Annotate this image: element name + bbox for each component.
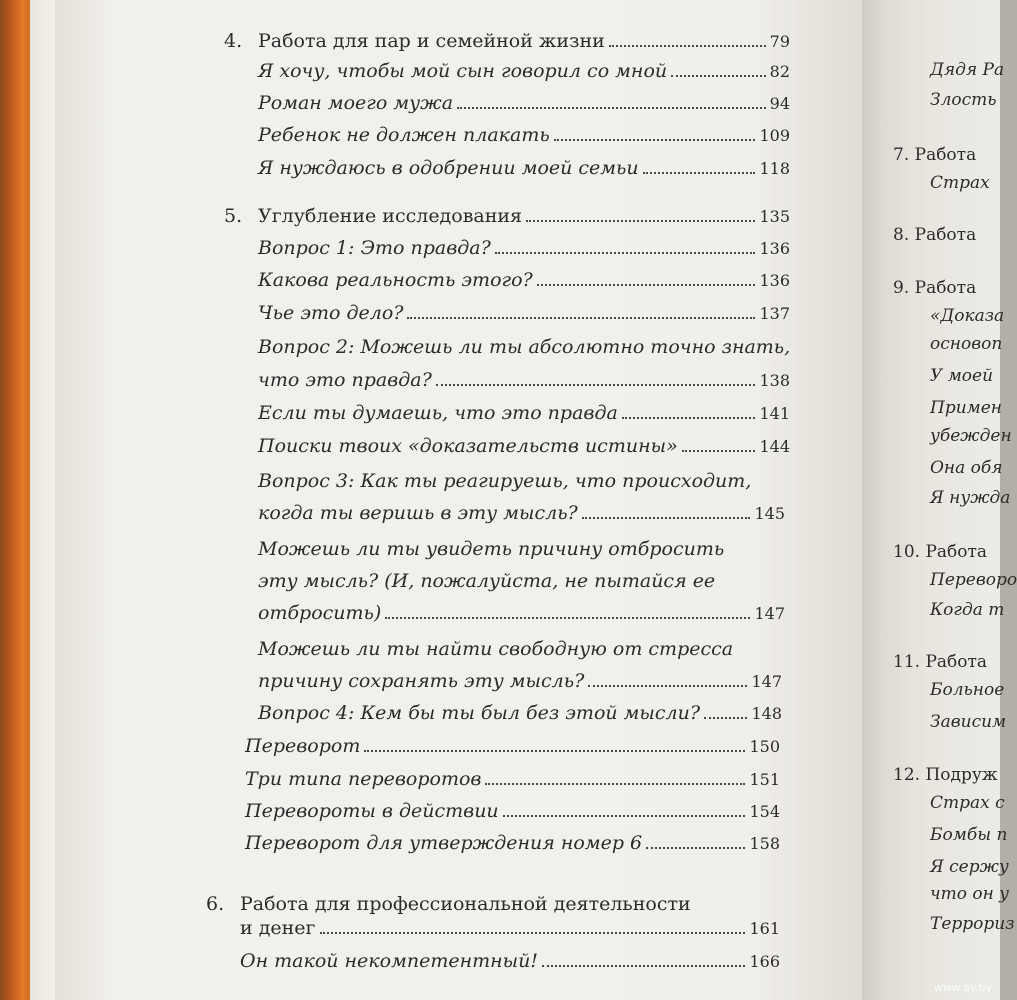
toc-entry-title: Вопрос 2: Можешь ли ты абсолютно точно знать,: [258, 336, 791, 358]
toc-entry-title: Больное: [930, 680, 1005, 700]
toc-entry-partial: [930, 90, 997, 110]
toc-entry-title: Страх: [930, 173, 990, 193]
toc-entry: [224, 205, 790, 229]
dot-leader: [320, 918, 746, 934]
toc-entry: [258, 670, 782, 694]
page-number: 141: [759, 404, 790, 423]
toc-entry: [240, 917, 780, 941]
toc-entry-partial: [930, 825, 1007, 845]
toc-entry-partial: [930, 793, 1005, 813]
toc-entry-title: Если ты думаешь, что это правда: [258, 402, 618, 424]
toc-entry-partial: [930, 488, 1010, 508]
dot-leader: [385, 603, 750, 619]
page-number: 135: [759, 207, 790, 226]
page-number: 151: [749, 770, 780, 789]
toc-entry-title: Переворот: [245, 735, 361, 757]
toc-entry-title: Я сержу: [930, 857, 1009, 877]
toc-entry-partial: [930, 600, 1004, 620]
toc-entry-title: Она обя: [930, 458, 1003, 478]
toc-entry-title: Чье это дело?: [258, 302, 404, 324]
dot-leader: [643, 158, 756, 174]
toc-entry-title: Работа: [914, 145, 977, 165]
dot-leader: [622, 403, 756, 419]
toc-entry-title: Подруж: [925, 765, 998, 785]
toc-entry-partial: [893, 542, 987, 562]
page-number: 136: [759, 271, 790, 290]
toc-entry-title: Углубление исследования: [258, 205, 523, 227]
page-number: 138: [759, 371, 790, 390]
page-number: 148: [751, 704, 782, 723]
toc-entry-title: убежден: [930, 426, 1012, 446]
toc-entry-title: Вопрос 1: Это правда?: [258, 237, 491, 259]
toc-entry-partial: [930, 334, 1002, 354]
toc-entry-partial: [893, 278, 976, 298]
toc-entry-title: Страх с: [930, 793, 1005, 813]
toc-entry: [258, 237, 790, 261]
chapter-number: 8.: [893, 225, 915, 245]
toc-entry: [258, 336, 790, 360]
chapter-number: 12.: [893, 765, 926, 785]
dot-leader: [495, 238, 756, 254]
toc-entry: [258, 369, 790, 393]
dot-leader: [588, 671, 747, 687]
dot-leader: [485, 769, 745, 785]
toc-entry: [258, 402, 790, 426]
page-number: 118: [759, 159, 790, 178]
toc-entry: [245, 768, 780, 792]
toc-entry-partial: [893, 145, 976, 165]
dot-leader: [609, 31, 766, 47]
page-number: 144: [759, 437, 790, 456]
toc-entry-title: Можешь ли ты найти свободную от стресса: [258, 638, 734, 660]
chapter-number: 7.: [893, 145, 915, 165]
dot-leader: [646, 833, 745, 849]
toc-entry-partial: [930, 458, 1003, 478]
page-number: 158: [749, 834, 780, 853]
toc-entry: [245, 735, 780, 759]
toc-entry-title: Вопрос 3: Как ты реагируешь, что происходит,: [258, 470, 752, 492]
toc-entry-title: Когда т: [930, 600, 1005, 620]
toc-entry-title: основоп: [930, 334, 1003, 354]
toc-entry: [258, 538, 785, 562]
page-number: 166: [749, 952, 780, 971]
toc-entry: [258, 92, 790, 116]
toc-entry: [224, 30, 790, 54]
toc-entry-partial: [930, 426, 1012, 446]
toc-entry-title: Ребенок не должен плакать: [258, 124, 550, 146]
toc-entry-title: Можешь ли ты увидеть причину отбросить: [258, 538, 725, 560]
dot-leader: [704, 703, 747, 719]
toc-entry-partial: [930, 914, 1015, 934]
toc-entry: [206, 893, 780, 917]
toc-entry: [258, 502, 785, 526]
toc-entry-title: Дядя Ра: [930, 60, 1005, 80]
watermark: www.ay.by: [933, 981, 992, 994]
chapter-number: 10.: [893, 542, 926, 562]
toc-entry-partial: [893, 765, 998, 785]
toc-entry-partial: [930, 306, 1004, 326]
dot-leader: [407, 303, 755, 319]
book-cover-edge: [0, 0, 32, 1000]
chapter-number: 4.: [224, 30, 243, 52]
toc-entry-title: Примен: [930, 398, 1003, 418]
dot-leader: [682, 436, 756, 452]
toc-entry-title: что это правда?: [258, 369, 432, 391]
page-number: 136: [759, 239, 790, 258]
toc-entry-title: Я нуждаюсь в одобрении моей семьи: [258, 157, 639, 179]
toc-entry-title: Зависим: [930, 712, 1007, 732]
dot-leader: [364, 736, 745, 752]
dot-leader: [671, 61, 766, 77]
toc-entry-title: Работа для пар и семейной жизни: [258, 30, 605, 52]
page-number: 150: [749, 737, 780, 756]
toc-entry-title: Работа для профессиональной деятельности: [240, 893, 691, 915]
page-number: 161: [749, 919, 780, 938]
toc-entry: [258, 470, 790, 494]
dot-leader: [537, 270, 756, 286]
toc-entry-title: Работа: [914, 278, 977, 298]
toc-entry-title: Вопрос 4: Кем бы ты был без этой мысли?: [258, 702, 701, 724]
toc-entry: [258, 302, 790, 326]
chapter-number: 9.: [893, 278, 915, 298]
toc-entry-partial: [893, 225, 976, 245]
toc-entry-partial: [930, 857, 1009, 877]
toc-entry: [258, 157, 790, 181]
toc-entry-title: Террориз: [930, 914, 1015, 934]
page-number: 154: [749, 802, 780, 821]
page-number: 82: [769, 62, 790, 81]
chapter-number: 11.: [893, 652, 926, 672]
page-number: 147: [754, 604, 785, 623]
dot-leader: [542, 951, 745, 967]
toc-entry: [258, 638, 782, 662]
dot-leader: [582, 503, 751, 519]
toc-entry: [245, 800, 780, 824]
toc-entry-title: Бомбы п: [930, 825, 1008, 845]
toc-entry-title: и денег: [240, 917, 316, 939]
dot-leader: [526, 206, 755, 222]
toc-entry-title: Поиски твоих «доказательств истины»: [258, 435, 678, 457]
page-number: 145: [754, 504, 785, 523]
toc-entry-title: эту мысль? (И, пожалуйста, не пытайся ее: [258, 570, 716, 592]
toc-entry-title: Три типа переворотов: [245, 768, 482, 790]
toc-entry-title: «Доказа: [930, 306, 1005, 326]
toc-entry: [258, 269, 790, 293]
toc-entry-title: Он такой некомпетентный!: [240, 950, 538, 972]
dot-leader: [503, 801, 746, 817]
toc-entry-title: Перевороты в действии: [245, 800, 499, 822]
toc-entry-title: что он у: [930, 884, 1010, 904]
page-number: 94: [769, 94, 790, 113]
toc-entry-title: Я нужда: [930, 488, 1011, 508]
chapter-number: 6.: [206, 893, 225, 915]
toc-entry: [240, 950, 780, 974]
toc-entry-title: Злость: [930, 90, 997, 110]
dot-leader: [457, 93, 766, 109]
toc-entry-title: Роман моего мужа: [258, 92, 454, 114]
toc-entry-partial: [893, 652, 987, 672]
toc-entry-partial: [930, 570, 1017, 590]
toc-entry-partial: [930, 712, 1006, 732]
page-number: 137: [759, 304, 790, 323]
chapter-number: 5.: [224, 205, 243, 227]
toc-entry-partial: [930, 884, 1009, 904]
dot-leader: [554, 125, 756, 141]
toc-entry-title: отбросить): [258, 602, 382, 624]
toc-entry-title: когда ты веришь в эту мысль?: [258, 502, 578, 524]
toc-entry: [258, 570, 785, 594]
toc-entry: [258, 124, 790, 148]
toc-entry: [258, 435, 790, 459]
toc-entry-title: Какова реальность этого?: [258, 269, 533, 291]
toc-entry: [258, 702, 782, 726]
toc-entry: [258, 602, 785, 626]
dot-leader: [436, 370, 756, 386]
toc-entry: [245, 832, 780, 856]
page-number: 109: [759, 126, 790, 145]
toc-entry: [258, 60, 790, 84]
toc-entry-partial: [930, 398, 1002, 418]
toc-entry-title: причину сохранять эту мысль?: [258, 670, 585, 692]
toc-entry-title: Переворо: [930, 570, 1017, 590]
toc-entry-partial: [930, 60, 1004, 80]
toc-entry-partial: [930, 366, 993, 386]
toc-entry-title: Работа: [925, 542, 988, 562]
toc-entry-title: Работа: [925, 652, 988, 672]
toc-entry-partial: [930, 173, 990, 193]
toc-entry-title: У моей: [930, 366, 994, 386]
page-number: 79: [769, 32, 790, 51]
toc-entry-title: Переворот для утверждения номер 6: [245, 832, 643, 854]
page-number: 147: [751, 672, 782, 691]
toc-entry-title: Работа: [914, 225, 977, 245]
toc-entry-title: Я хочу, чтобы мой сын говорил со мной: [258, 60, 668, 82]
toc-entry-partial: [930, 680, 1004, 700]
